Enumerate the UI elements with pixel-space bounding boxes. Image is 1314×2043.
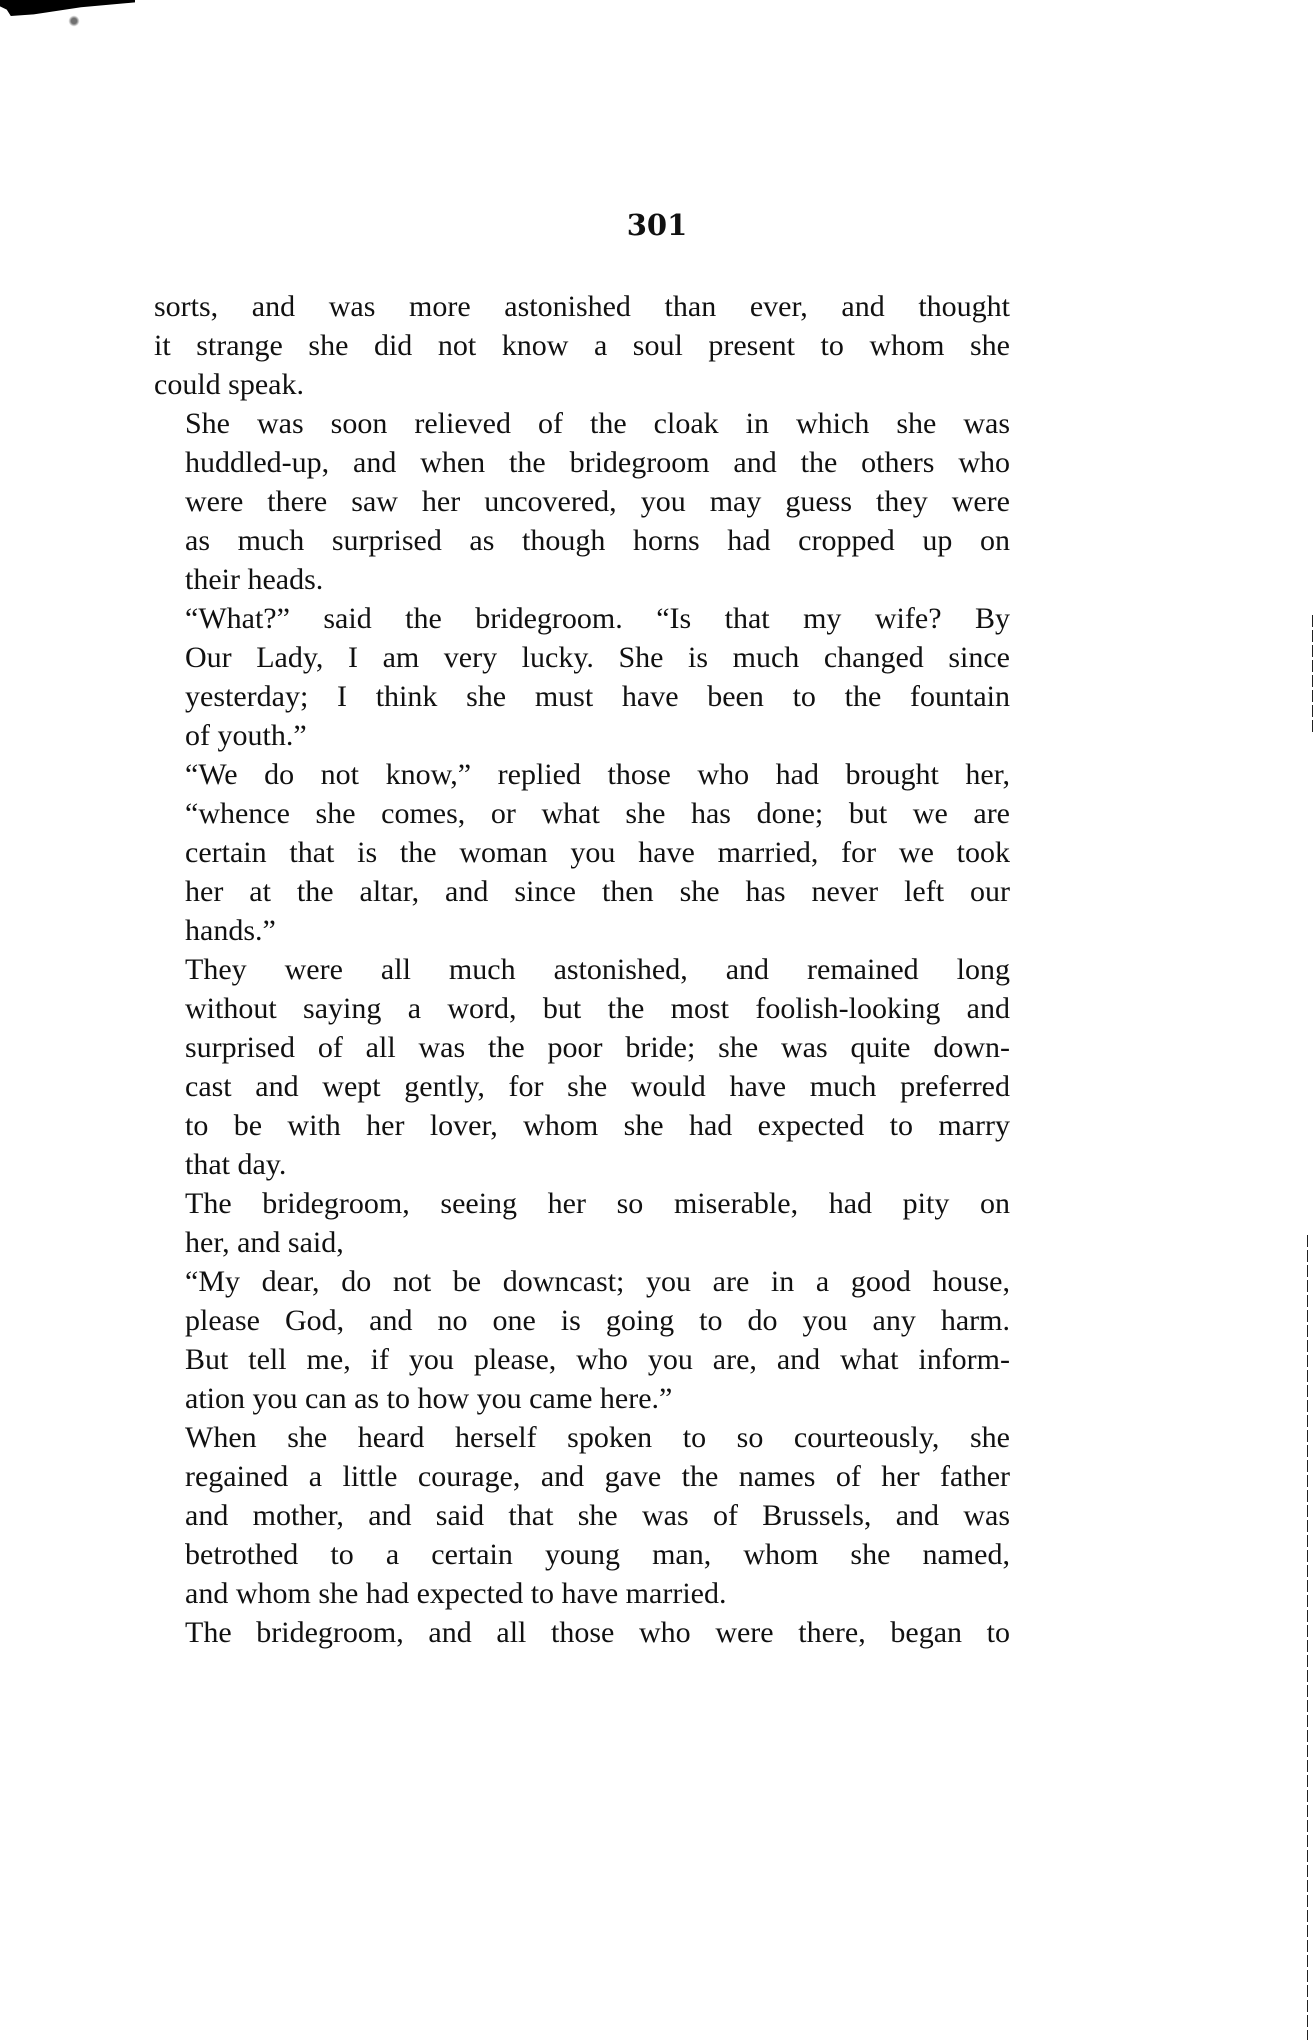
text-line: hands.” (185, 914, 276, 947)
text-line: yesterday; I think she must have been to the fountain (185, 680, 1010, 713)
text-line: that day. (185, 1148, 287, 1181)
paragraph (154, 599, 1010, 755)
text-line: “My dear, do not be downcast; you are in a good house, (185, 1265, 1010, 1298)
text-line: “whence she comes, or what she has done; but we are (185, 797, 1010, 830)
text-line: Our Lady, I am very lucky. She is much changed since (185, 641, 1010, 674)
text-line: without saying a word, but the most foolish-looking and (185, 992, 1010, 1025)
paragraph (154, 1184, 1010, 1262)
page-text-body (154, 287, 1010, 1652)
text-line: betrothed to a certain young man, whom she named, (185, 1538, 1010, 1571)
text-line: surprised of all was the poor bride; she was quite down- (185, 1031, 1010, 1064)
page-number: 301 (626, 208, 688, 242)
scan-edge-line (1312, 615, 1313, 735)
text-line: as much surprised as though horns had cropped up on (185, 524, 1010, 557)
text-line: She was soon relieved of the cloak in which she was (185, 407, 1010, 440)
text-line: and whom she had expected to have married. (185, 1577, 727, 1610)
paragraph (154, 1613, 1010, 1652)
text-line: ation you can as to how you came here.” (185, 1382, 673, 1415)
text-line: her, and said, (185, 1226, 344, 1259)
text-line: The bridegroom, and all those who were there, began to (185, 1616, 1010, 1649)
text-line: “We do not know,” replied those who had brought her, (185, 758, 1010, 791)
text-line: of youth.” (185, 719, 307, 752)
paragraph (154, 755, 1010, 950)
paragraph (154, 404, 1010, 599)
text-line: “What?” said the bridegroom. “Is that my wife? By (185, 602, 1010, 635)
paragraph (154, 1262, 1010, 1418)
text-line: huddled-up, and when the bridegroom and the others who (185, 446, 1010, 479)
text-line: certain that is the woman you have married, for we took (185, 836, 1010, 869)
scan-artifact-speck (68, 14, 80, 28)
text-line: But tell me, if you please, who you are, and what inform- (185, 1343, 1010, 1376)
text-line: please God, and no one is going to do you any harm. (185, 1304, 1010, 1337)
text-line: regained a little courage, and gave the names of her father (185, 1460, 1010, 1493)
text-line: The bridegroom, seeing her so miserable, had pity on (185, 1187, 1010, 1220)
paragraph (154, 1418, 1010, 1613)
text-line: were there saw her uncovered, you may guess they were (185, 485, 1010, 518)
paragraph (154, 287, 1010, 404)
paragraph (154, 950, 1010, 1184)
text-line: sorts, and was more astonished than ever, and thought (154, 290, 1010, 323)
text-line: her at the altar, and since then she has never left our (185, 875, 1010, 908)
text-line: their heads. (185, 563, 324, 596)
text-line: When she heard herself spoken to so courteously, she (185, 1421, 1010, 1454)
text-line: it strange she did not know a soul present to whom she (154, 329, 1010, 362)
text-line: to be with her lover, whom she had expected to marry (185, 1109, 1010, 1142)
scan-edge-line (1307, 1235, 1308, 2040)
text-line: They were all much astonished, and remained long (185, 953, 1010, 986)
text-line: could speak. (154, 368, 304, 401)
text-line: and mother, and said that she was of Brussels, and was (185, 1499, 1010, 1532)
text-line: cast and wept gently, for she would have much preferred (185, 1070, 1010, 1103)
